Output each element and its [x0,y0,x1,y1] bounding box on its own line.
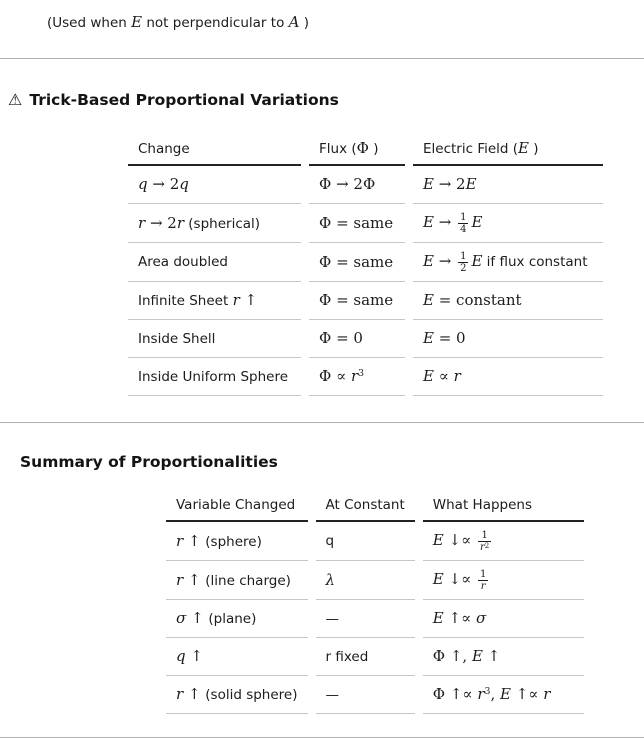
table-cell [316,600,415,638]
text-run: ) [529,141,539,157]
math-run: q [179,175,189,193]
math-run: $r^3$ [351,367,365,385]
text-run: Infinite Sheet [138,293,233,309]
table-cell [413,282,603,320]
math-run: q [138,175,148,193]
fraction: $\frac{1}{r^2}$ [480,530,490,553]
table-cell [423,561,584,600]
math-run: E [471,213,483,231]
text-run: q [325,533,335,549]
table-cell [413,243,603,282]
math-run: Φ = same [319,213,394,232]
math-run: Φ = 0 [319,329,363,347]
math-run: ↓∝ [443,531,476,549]
math-run: Φ ∝ [319,367,351,385]
text-run: Area doubled [138,254,228,270]
horizontal-rule-top [0,58,644,59]
table-cell [128,243,301,282]
math-run: r [176,570,184,589]
math-run: σ [176,609,187,627]
table-cell [128,282,301,320]
section-title-text: Summary of Proportionalities [20,453,278,471]
column-header [309,136,405,166]
math-run: r [176,531,184,550]
table-cell [423,522,584,561]
math-run: A [288,13,300,31]
fraction: $\frac{1}{r}$ [480,569,487,592]
table-cell [166,561,308,600]
section-title-trick-based [8,90,644,110]
intro-note [47,0,644,33]
table-row [128,282,603,320]
table-cell [413,204,603,243]
math-run: λ [325,570,336,589]
math-run: ↑ [239,291,258,309]
table-cell [128,204,301,243]
math-run: Φ ↑∝ [432,685,478,703]
text-run: (spherical) [184,215,261,232]
math-run: Φ = same [319,252,394,271]
column-header [128,136,301,166]
table-row [128,243,603,282]
text-run: Inside Uniform Sphere [138,368,289,385]
text-run: Inside Shell [138,330,216,347]
math-run: Φ [356,139,369,157]
fraction: $\frac{1}{2}$ [460,251,467,274]
table-cell [316,522,415,561]
text-run: if flux constant [482,254,588,270]
math-run: r [138,213,146,232]
text-run: Electric Field ( [423,141,519,157]
table-cell [316,561,415,600]
math-run: = 0 [433,329,466,347]
text-run: (sphere) [205,533,262,550]
math-run: → 2 [145,213,177,232]
math-run: Φ → 2Φ [319,175,376,193]
table-row [166,561,584,600]
section-title-text: Trick-Based Proportional Variations [29,91,339,109]
math-run: Φ = same [319,291,394,309]
table-cell [166,600,308,638]
column-header [423,494,584,522]
math-run: E [471,647,483,665]
math-run: r [453,367,461,385]
table-cell [166,676,308,714]
math-run: E [471,252,483,270]
section-title-summary [20,452,644,472]
math-run: = constant [433,291,522,309]
math-run: q [176,647,186,665]
table-cell [423,600,584,638]
table-header-row [128,136,603,166]
text-run: (solid sphere) [205,687,298,703]
math-run: ↑ [183,570,206,589]
text-run: (plane) [208,611,257,627]
table-row [128,320,603,358]
text-run: ) [368,141,379,157]
table-cell [316,638,415,676]
math-run: ↑ [185,647,203,665]
text-run: not perpendicular to [142,15,289,31]
table-cell [316,676,415,714]
math-run: ∝ [433,367,454,385]
summary-proportionalities-table [158,494,592,714]
table-cell [128,166,301,204]
math-run: → [433,252,457,270]
table-cell [309,282,405,320]
math-run: ↑ [186,609,209,627]
math-run: E [432,531,444,549]
table-cell [309,204,405,243]
text-run: At Constant [325,497,405,513]
table-row [128,166,603,204]
column-header [316,494,415,522]
table-cell [128,358,301,396]
column-header [413,136,603,166]
table-cell [309,243,405,282]
math-run: r [232,291,240,309]
column-header [166,494,308,522]
math-run: E [518,139,529,157]
math-run: E [423,291,434,309]
math-run: E [423,175,434,193]
math-run: E [423,329,434,347]
table-row [128,358,603,396]
math-run: , [490,685,500,703]
table-row [166,522,584,561]
table-cell [423,638,584,676]
math-run: Φ ↑, [432,647,472,665]
table-cell [309,166,405,204]
table-cell [166,638,308,676]
math-run: E [423,367,434,385]
table-row [166,600,584,638]
text-run: What Happens [432,497,533,513]
table-cell [166,522,308,561]
math-run: σ [476,609,487,627]
warning-icon: ⚠ [8,90,23,109]
table-cell [413,320,603,358]
text-run: Variable Changed [176,497,296,513]
math-run: ↑ [183,531,206,550]
math-run: ↑ [482,647,501,665]
table-row [166,676,584,714]
table-cell [128,320,301,358]
text-run: ) [299,15,310,31]
math-run: ↑ [183,685,206,703]
math-run: → [433,213,457,231]
math-run: E [131,13,143,31]
table-cell [413,166,603,204]
text-run: (line charge) [205,572,291,589]
table-header-row [166,494,584,522]
table-row [166,638,584,676]
table-cell [413,358,603,396]
math-run: ↑∝ [443,609,476,627]
math-run: E [499,685,511,703]
text-run: — [325,686,339,703]
math-run: → 2 [147,175,180,193]
table-row [128,204,603,243]
text-run: Change [138,141,190,157]
fraction: $\frac{1}{4}$ [460,212,467,235]
math-run: E [465,175,477,193]
math-run: E [423,213,434,231]
math-run: r [176,213,184,232]
math-run: ↓∝ [443,570,476,588]
text-run: Flux ( [319,141,357,157]
math-run: E [432,570,444,588]
text-run: — [325,610,339,627]
text-run: r fixed [325,648,369,665]
math-run: ↑∝ [510,685,544,703]
horizontal-rule-middle [0,422,644,423]
trick-variations-table [120,136,611,396]
math-run: $r^3$ [477,685,491,703]
math-run: E [423,252,434,270]
table-cell [309,320,405,358]
table-cell [309,358,405,396]
math-run: E [432,609,444,627]
table-cell [423,676,584,714]
math-run: r [543,685,551,703]
math-run: → 2 [433,175,466,193]
math-run: r [176,685,184,703]
text-run: (Used when [47,15,132,31]
